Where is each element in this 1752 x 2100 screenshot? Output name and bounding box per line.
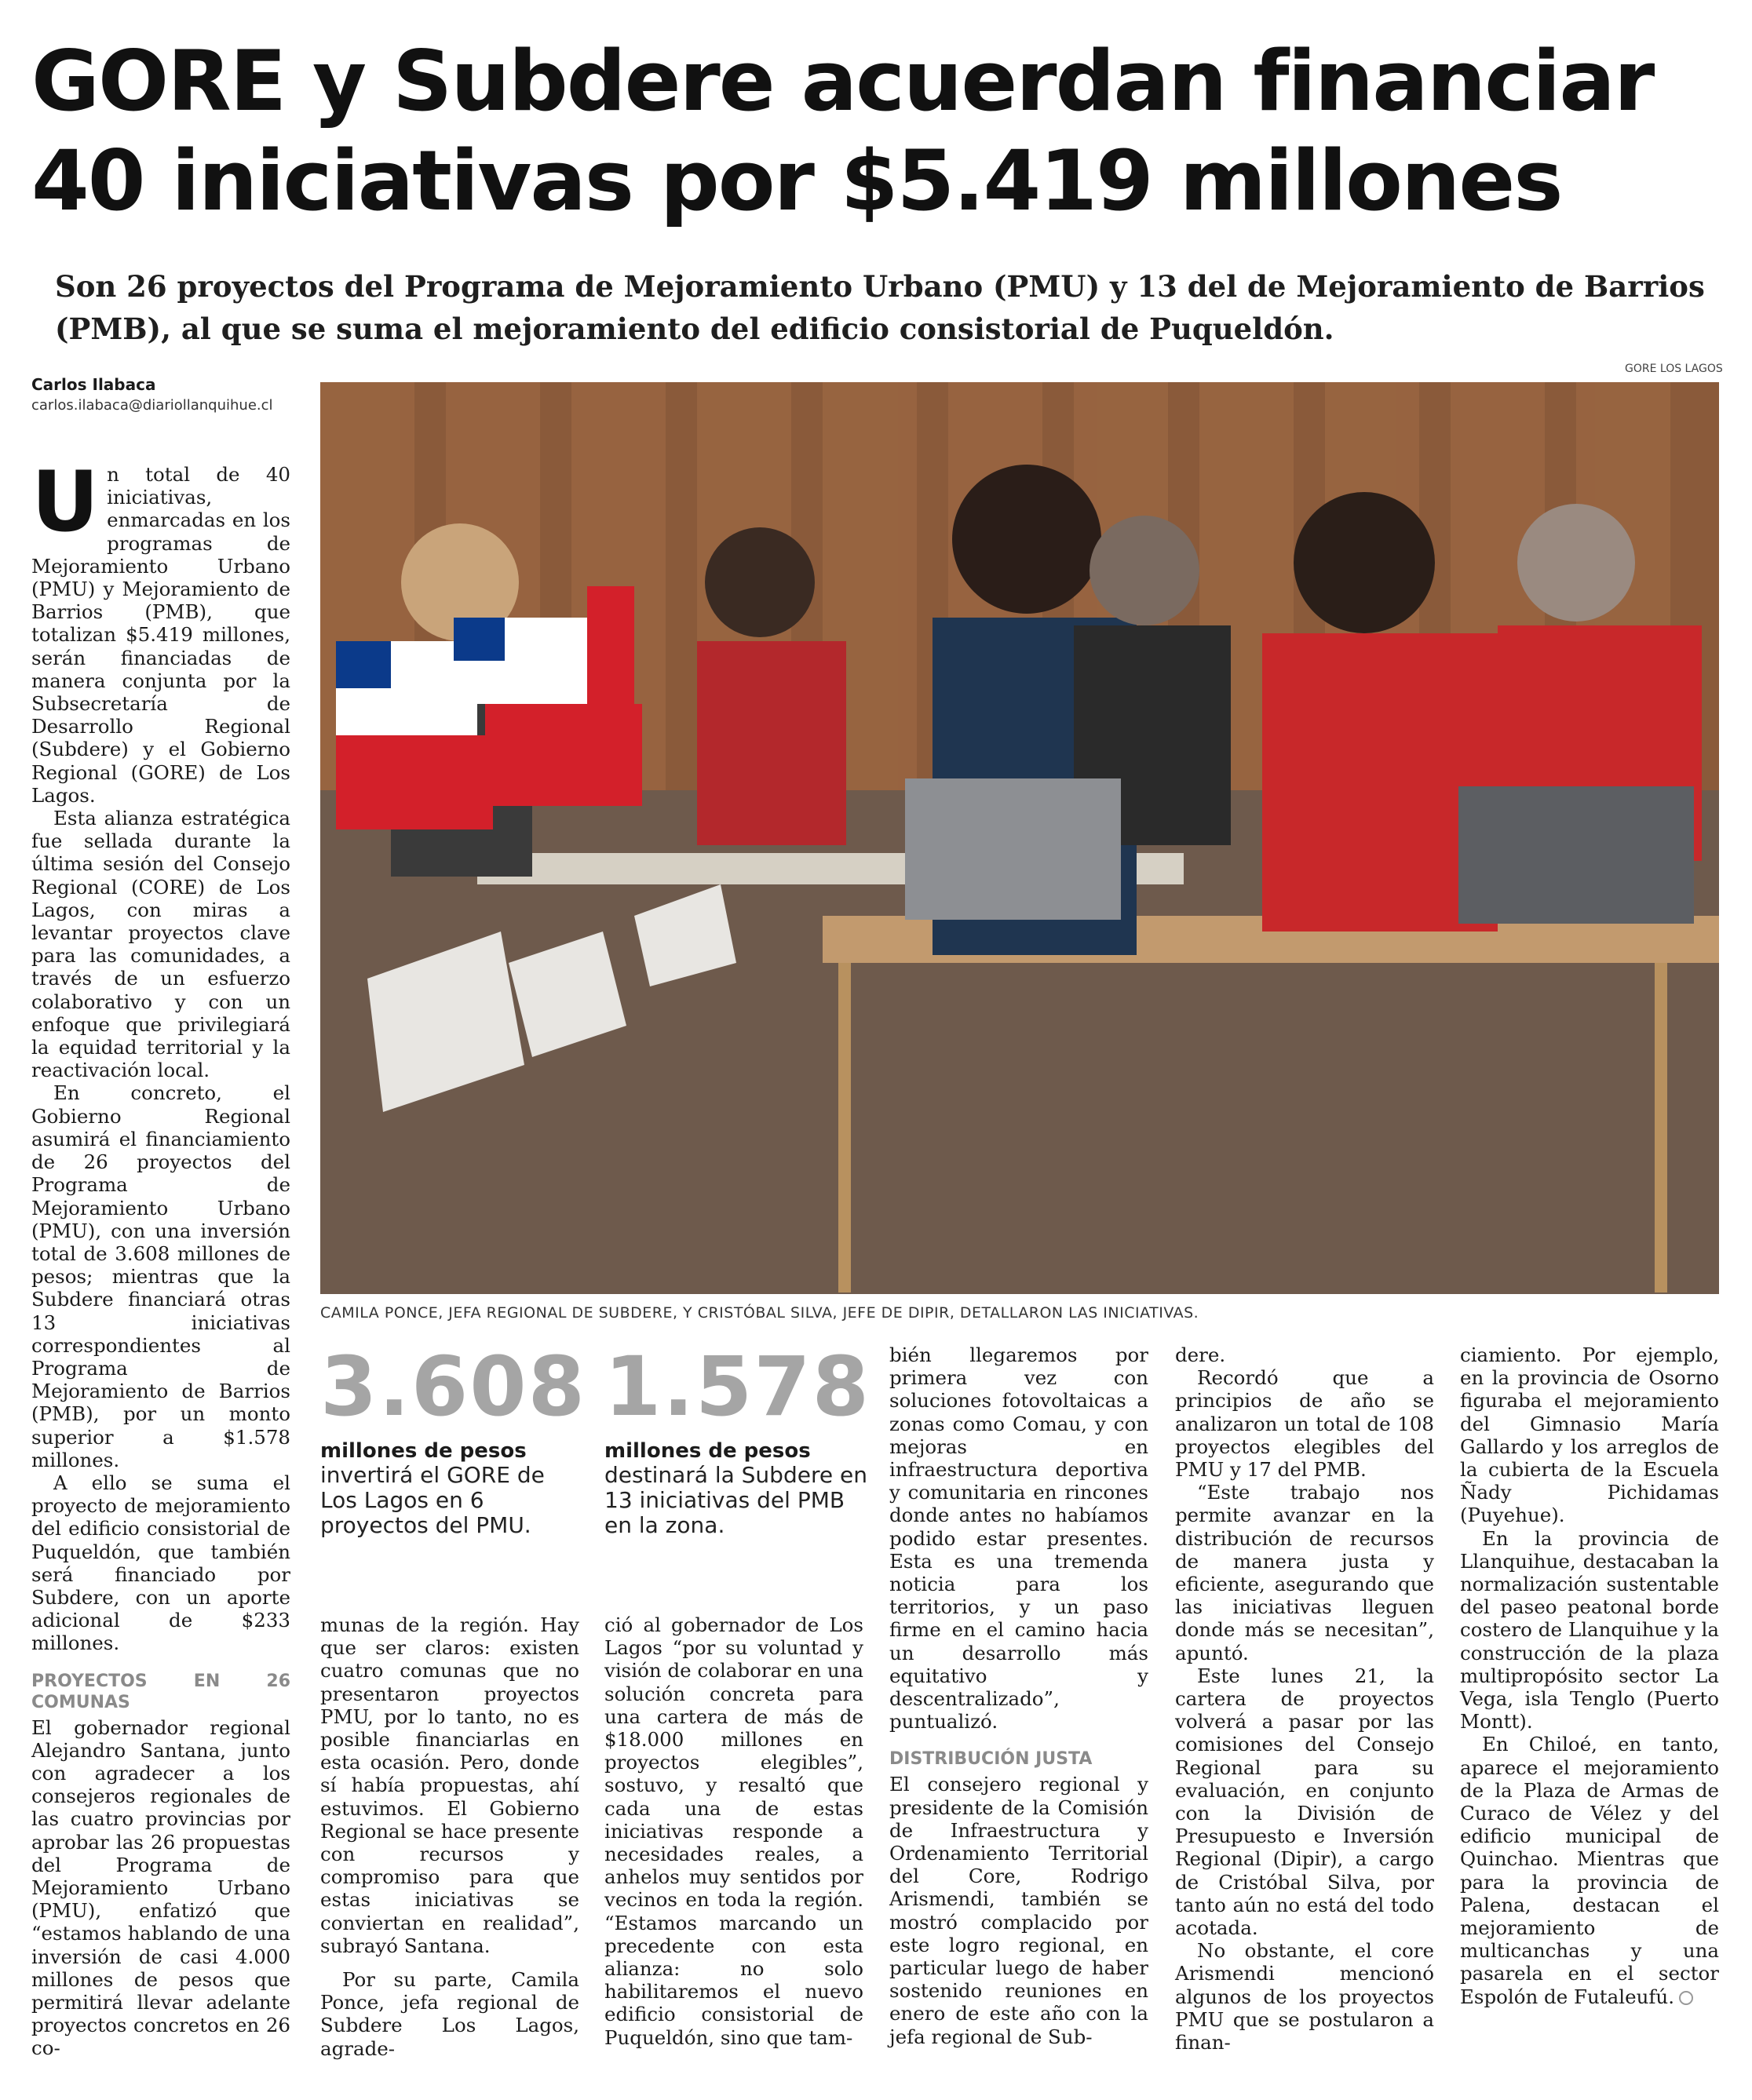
stat-description: invertirá el GORE de Los Lagos en 6 proyectos del PMU. bbox=[320, 1462, 545, 1538]
stat-number: 3.608 bbox=[320, 1339, 586, 1435]
stat-box-1 bbox=[320, 1339, 586, 1538]
paragraph: En la provincia de Llanquihue, destacaban la normalización sustentable del paseo peatonal borde costero de Llanquihue y la construcción de la plaza multipropósito sector La Vega, isla Tenglo (Puerto Montt). bbox=[1460, 1526, 1719, 1734]
paragraph: El gobernador regional Alejandro Santana, junto con agradecer a los consejeros regionales de las cuatro provincias por aprobar las 26 propuestas del Programa de Mejoramiento Urbano (PMU), enfatizó que “estamos hablando de una inversión de casi 4.000 millones de pesos que permitirá llevar adelante proyectos concretos en 26 co- bbox=[31, 1715, 290, 2060]
paragraph: En concreto, el Gobierno Regional asumirá el financiamiento de 26 proyectos del Programa de Mejoramiento Urbano (PMU), con una inversión total de 3.608 millones de pesos; mientras que la Subdere financiará otras 13 iniciativas correspondientes al Programa de Mejoramiento de Barrios (PMB), por un monto superior a $1.578 millones. bbox=[31, 1081, 290, 1471]
stat-box-2 bbox=[604, 1339, 871, 1538]
author-name: Carlos Ilabaca bbox=[31, 375, 156, 394]
photo-caption: CAMILA PONCE, JEFA REGIONAL DE SUBDERE, Y CRISTÓBAL SILVA, JEFE DE DIPIR, DETALLARON LAS INICIATIVAS. bbox=[320, 1304, 1199, 1322]
lead-text: n total de 40 iniciativas, enmarcadas en los programas de Mejoramiento Urbano (PMU) y Mejoramiento de Barrios (PMB), que totalizan $5.419 millones, serán financiadas de manera conjunta por la Subsecretaría de Desarrollo Regional (Subdere) y el Gobierno Regional (GORE) de Los Lagos. bbox=[31, 463, 290, 807]
column-4 bbox=[889, 1343, 1148, 2048]
paragraph bbox=[1460, 1733, 1719, 2007]
paragraph: bién llegaremos por primera vez con soluciones fotovoltaicas a zonas como Comau, y con mejoras en infraestructura deportiva y comunitaria en rincones donde antes no habíamos podido estar presentes. Esta es una tremenda noticia para los territorios, y un paso firme en el camino hacia un desarrollo más equitativo y descentralizado”, puntualizó. bbox=[889, 1343, 1148, 1734]
paragraph: Este lunes 21, la cartera de proyectos volverá a pasar por las comisiones del Consejo Regional para su evaluación, en conjunto con la División de Presupuesto e Inversión Regional (Dipir), a cargo de Cristóbal Silva, por tanto aún no está del todo acotada. bbox=[1175, 1664, 1434, 1940]
subhead-proyectos: PROYECTOS EN 26 COMUNAS bbox=[31, 1671, 290, 1712]
column-5 bbox=[1175, 1343, 1434, 2054]
paragraph: ciamiento. Por ejemplo, en la provincia de Osorno figuraba el mejoramiento del Gimnasio María Gallardo y los arreglos de la cubierta de la Escuela Ñady Pichidamas (Puyehue). bbox=[1460, 1343, 1719, 1527]
meeting-photo-illustration bbox=[320, 382, 1719, 1294]
paragraph: Por su parte, Camila Ponce, jefa regional de Subdere Los Lagos, agrade- bbox=[320, 1968, 579, 2060]
end-of-article-icon bbox=[1679, 1991, 1693, 2005]
column-3 bbox=[604, 1613, 863, 2049]
paragraph: No obstante, el core Arismendi mencionó algunos de los proyectos PMU que se postularon a finan- bbox=[1175, 1939, 1434, 2054]
stat-number: 1.578 bbox=[604, 1339, 871, 1435]
headline bbox=[31, 31, 1719, 231]
paragraph: dere. bbox=[1175, 1343, 1226, 1366]
article-photo bbox=[320, 382, 1719, 1294]
paragraph-text: En Chiloé, en tanto, aparece el mejoramiento de la Plaza de Armas de Curaco de Vélez y del edificio municipal de Quinchao. Mientras que para la provincia de Palena, destacan el mejoramiento de multicanchas y una pasarela en el sector Espolón de Futaleufú. bbox=[1460, 1733, 1719, 2008]
stat-description: destinará la Subdere en 13 iniciativas del PMB en la zona. bbox=[604, 1462, 867, 1538]
stat-label: millones de pesos bbox=[320, 1439, 527, 1463]
author-email: carlos.ilabaca@diariollanquihue.cl bbox=[31, 397, 273, 414]
deck-subtitle: Son 26 proyectos del Programa de Mejoramiento Urbano (PMU) y 13 del de Mejoramiento de Barrios (PMB), al que se suma el mejoramiento del edificio consistorial de Puqueldón. bbox=[55, 269, 1705, 346]
paragraph: El consejero regional y presidente de la Comisión de Infraestructura y Ordenamiento Territorial del Core, Rodrigo Arismendi, también se mostró complacido por este logro regional, en particular luego de haber sostenido reuniones en enero de este año con la jefa regional de Sub- bbox=[889, 1773, 1148, 2048]
paragraph: ció al gobernador de Los Lagos “por su voluntad y visión de colaborar en una solución concreta para una cartera de más de $18.000 millones en proyectos elegibles”, sostuvo, y resaltó que cada una de estas iniciativas responde a necesidades reales, a anhelos muy sentidos por vecinos en toda la región. “Estamos marcando un precedente con esta alianza: no solo habilitaremos el nuevo edificio consistorial de Puqueldón, sino que tam- bbox=[604, 1613, 863, 2049]
column-1 bbox=[31, 454, 290, 2060]
lead-paragraph bbox=[31, 454, 290, 807]
paragraph: A ello se suma el proyecto de mejoramiento del edificio consistorial de Puqueldón, que también será financiado por Subdere, con un aporte adicional de $233 millones. bbox=[31, 1471, 290, 1655]
paragraph: Recordó que a principios de año se analizaron un total de 108 proyectos elegibles del PMU y 17 del PMB. bbox=[1175, 1366, 1434, 1482]
column-2 bbox=[320, 1613, 579, 2060]
paragraph: “Este trabajo nos permite avanzar en la distribución de recursos de manera justa y eficiente, asegurando que las iniciativas lleguen donde más se necesitan”, apuntó. bbox=[1175, 1481, 1434, 1664]
paragraph: munas de la región. Hay que ser claros: existen cuatro comunas que no presentaron proyectos PMU, por lo tanto, no es posible financiarlas en esta ocasión. Pero, donde sí había propuestas, ahí estuvimos. El Gobierno Regional se hace presente con recursos y compromiso para que estas iniciativas se conviertan en realidad”, subrayó Santana. bbox=[320, 1613, 579, 1957]
photo-credit: GORE LOS LAGOS bbox=[1625, 363, 1723, 375]
headline-line-1: GORE y Subdere acuerdan financiar bbox=[31, 33, 1654, 129]
headline-line-2: 40 iniciativas por $5.419 millones bbox=[31, 133, 1562, 229]
stat-label: millones de pesos bbox=[604, 1439, 811, 1463]
paragraph: Esta alianza estratégica fue sellada durante la última sesión del Consejo Regional (CORE) de Los Lagos, con miras a levantar proyectos clave para las comunidades, a través de un esfuerzo colaborativo y con un enfoque que privilegiará la equidad territorial y la reactivación local. bbox=[31, 807, 290, 1082]
drop-cap: U bbox=[31, 454, 100, 550]
column-6 bbox=[1460, 1343, 1719, 2008]
subhead-distribucion: DISTRIBUCIÓN JUSTA bbox=[889, 1749, 1093, 1770]
